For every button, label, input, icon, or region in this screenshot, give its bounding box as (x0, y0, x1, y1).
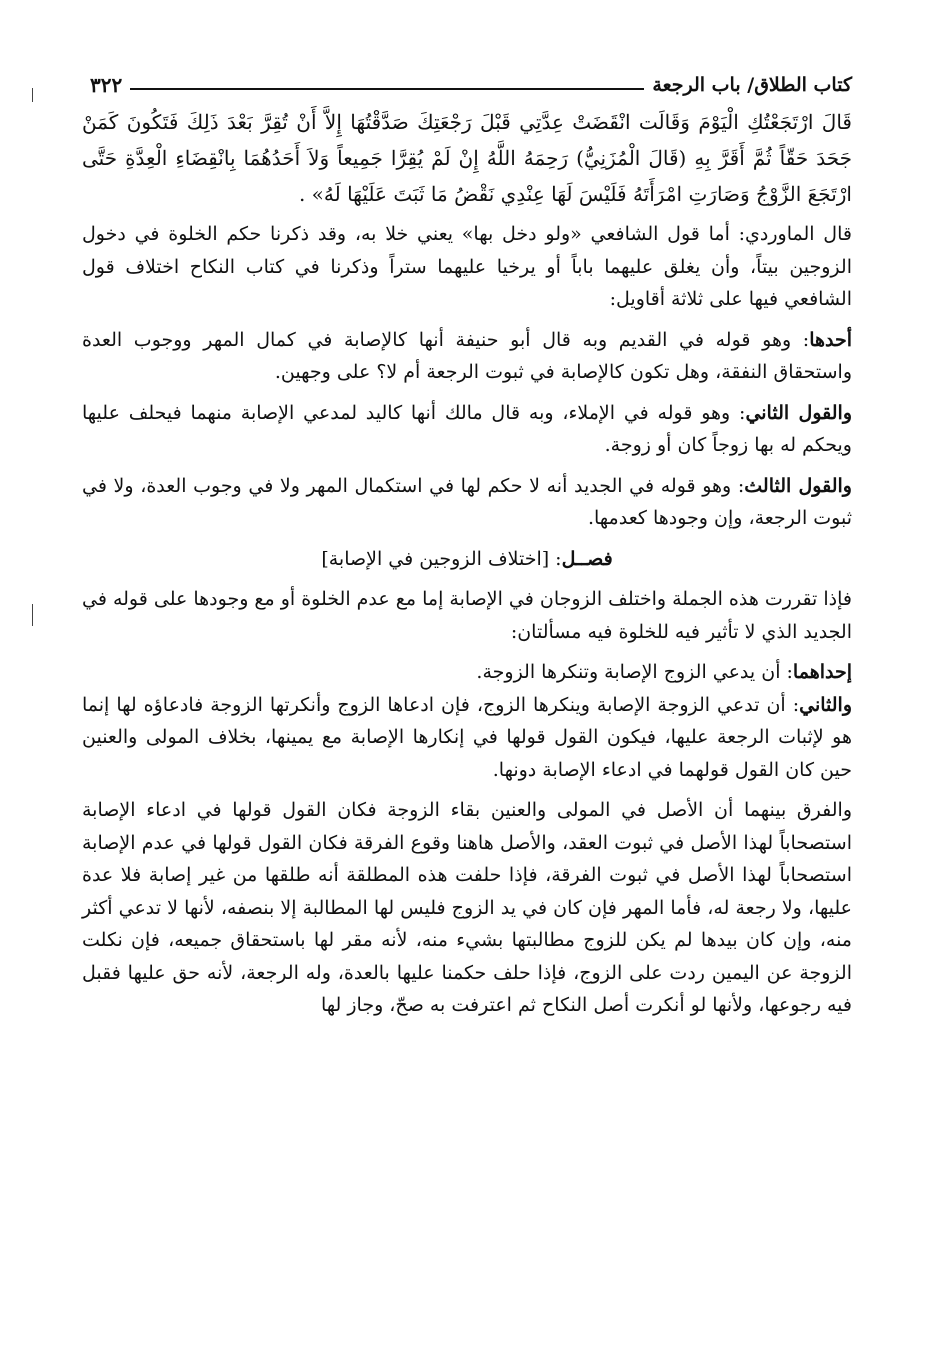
paragraph-lead: إحداهما (792, 661, 852, 683)
header-title: كتاب الطلاق/ باب الرجعة (652, 74, 852, 96)
paragraph-text: فإذا تقررت هذه الجملة واختلف الزوجان في الإصابة إما مع عدم الخلوة أو مع وجودها على قوله في الجديد الذي لا تأثير فيه للخلوة فيه مسألتان: (81, 588, 852, 643)
margin-mark (32, 604, 33, 626)
paragraph-lead: والثاني (799, 693, 852, 716)
paragraph (82, 689, 852, 787)
paragraph (82, 583, 852, 648)
header-rule (130, 88, 644, 90)
paragraph-text: والفرق بينهما أن الأصل في المولى والعنين بقاء الزوجة فكان القول قولها في ادعاء الإصابة استصحاباً لهذا الأصل في ثبوت العقد، والأصل هاهنا وقوع الفرقة فكان القول قولها في عدم الإصابة استصحاباً لهذا الأصل في ثبوت الفرقة، فإذا حلفت هذه المطلقة أنه طلقها من غير إصابة فلا عدة عليها، ولا رجعة له، فأما المهر فإن كان في يد الزوج فليس لها المطالبة إلا بنصفه، لأنها لا تدعي أكثر منه، وإن كان بيدها لم يكن للزوج مطالبتها بشيء منه، لأنه مقر لها باستحقاق جميعه، فإن نكلت الزوجة عن اليمين ردت على الزوج، فإذا حلف حكمنا عليها بالعدة، وله الرجعة، لأنه حق عليها فقبل فيه رجوعها، ولأنها لو أنكرت أصل النكاح ثم اعترفت به صحّ، وجاز لها (82, 799, 852, 1016)
page-number: ٣٢٢ (90, 73, 123, 97)
paragraph-lead: والقول الثاني (745, 401, 853, 424)
paragraph-text: : أن تدعي الزوجة الإصابة وينكرها الزوج، فإن ادعاها الزوج وأنكرتها الزوجة فادعاؤه لها إنما هو لإثبات الرجعة عليها، فيكون القول قولها في إنكارها الإصابة مع يمينها، بخلاف المولى والعنين حين كان القول قولهما في ادعاء الإصابة دونها. (82, 693, 852, 781)
running-header (82, 70, 852, 96)
paragraph-text: قال الماوردي: أما قول الشافعي «ولو دخل بها» يعني خلا به، وقد ذكرنا حكم الخلوة في دخول الزوجين بيتاً، وأن يغلق عليهما باباً أو يرخيا عليهما ستراً وذكرنا في كتاب النكاح اختلاف قول الشافعي فيها على ثلاثة أقاويل: (82, 223, 852, 310)
paragraph-text: قَالَ ارْتَجَعْتُكِ الْيَوْمَ وَقَالَت انْقَضَتْ عِدَّتِي قَبْلَ رَجْعَتِكَ صَدَّقْتُهَا إِلاَّ أَنْ تُقِرَّ بَعْدَ ذَلِكَ فَتَكُونَ كَمَنْ جَحَدَ حَقّاً ثُمَّ أَقَرَّ بِهِ (قَالَ الْمُزَنِيُّ) رَحِمَهُ اللَّهُ إِنْ لَمْ يُقِرَّا جَمِيعاً وَلاَ أَحَدُهُمَا بِانْقِضَاءِ الْعِدَّةِ حَتَّى ارْتَجَعَ الزَّوْجُ وَصَارَتِ امْرَأَتَهُ فَلَيْسَ لَهَا عِنْدِي نَقْضُ مَا ثَبَتَ عَلَيْهَا لَهُ» . (82, 110, 852, 206)
section-title (82, 543, 852, 576)
paragraph-lead: أحدها (809, 328, 852, 351)
paragraph (82, 656, 852, 689)
paragraph (82, 218, 852, 316)
paragraph (82, 397, 852, 462)
margin-mark (32, 88, 33, 102)
paragraph-lead: والقول الثالث (744, 474, 852, 497)
body-text (82, 104, 852, 1030)
paragraph-text: : وهو قوله في الجديد أنه لا حكم لها في استكمال المهر ولا في وجوب العدة، ولا في ثبوت الرجعة، وإن وجودها كعدمها. (82, 474, 852, 529)
paragraph (82, 470, 852, 535)
paragraph (82, 324, 852, 389)
paragraph-text: : أن يدعي الزوج الإصابة وتنكرها الزوجة. (476, 661, 793, 683)
paragraph-text: : وهو قوله في القديم وبه قال أبو حنيفة أنها كالإصابة في كمال المهر ووجوب العدة واستحقاق النفقة، وهل تكون كالإصابة في ثبوت الرجعة أم لا؟ على وجهين. (82, 328, 852, 383)
paragraph (82, 794, 852, 1022)
section-lead: فصــل (561, 547, 613, 570)
paragraph-text: : وهو قوله في الإملاء، وبه قال مالك أنها كاليد لمدعي الإصابة منهما فيحلف عليها ويحكم له بها زوجاً كان أو زوجة. (82, 401, 852, 456)
quoted-text (82, 104, 852, 212)
section-text: : [اختلاف الزوجين في الإصابة] (321, 547, 562, 570)
